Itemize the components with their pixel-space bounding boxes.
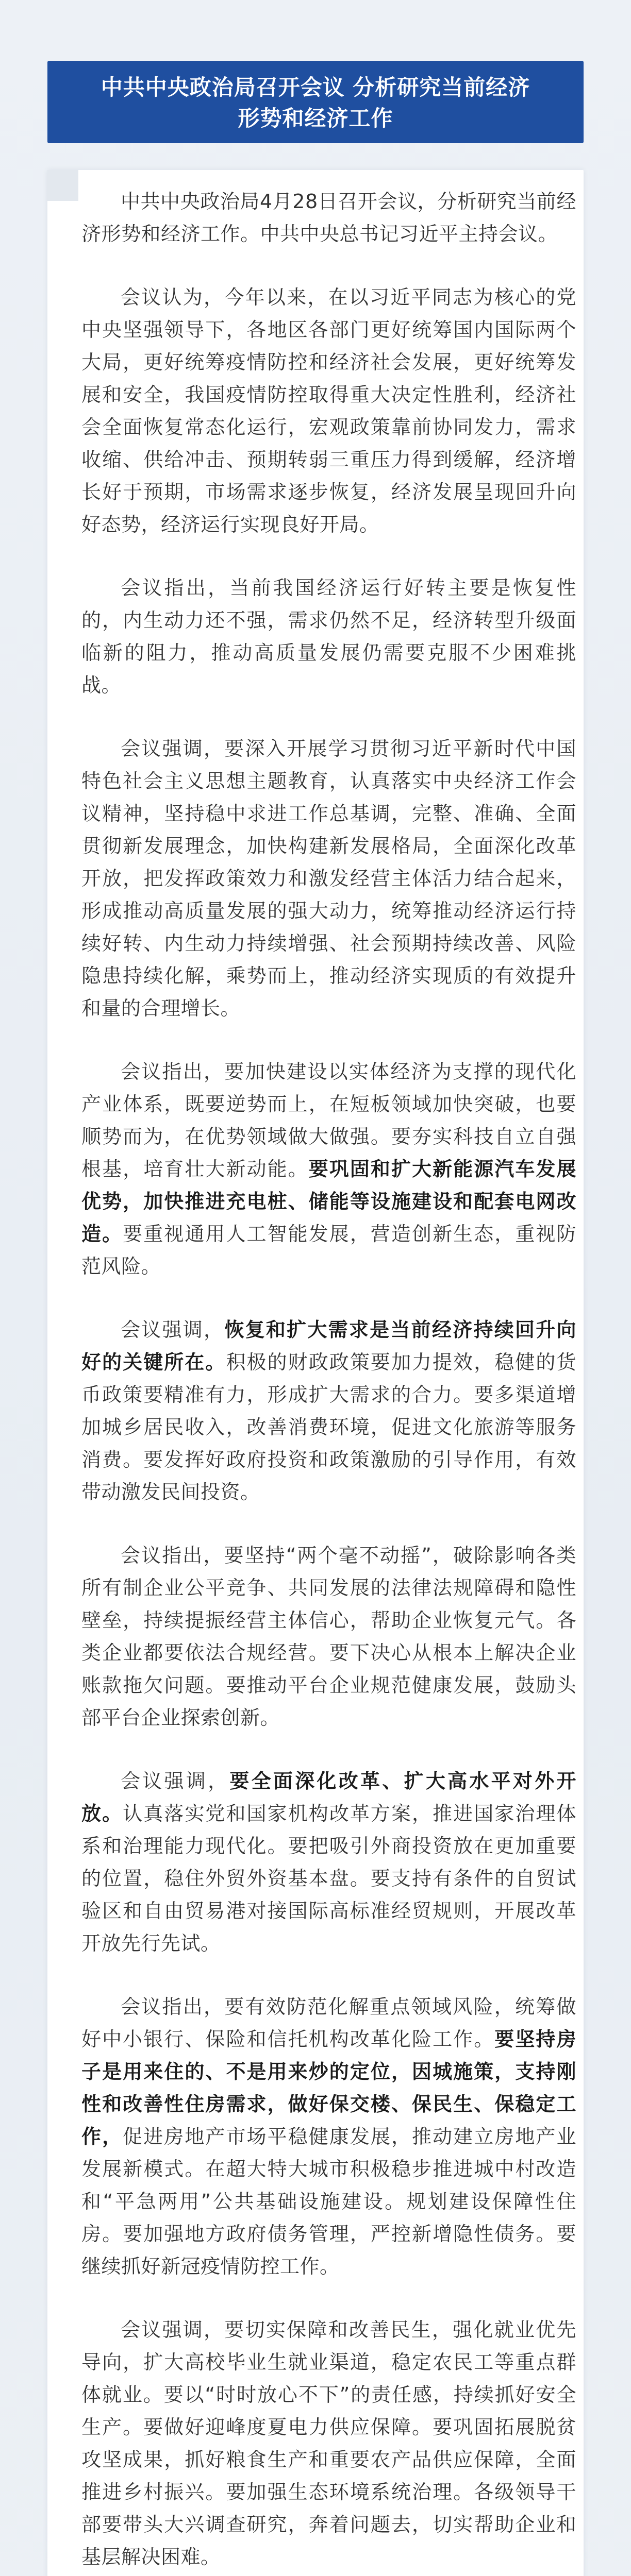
emphasis-text: 要全面深化改革、扩大高水平对外开放。	[81, 1770, 576, 1825]
paragraph-text: 会议强调，	[121, 1770, 230, 1792]
paragraph-text: 促进房地产市场平稳健康发展，推动建立房地产业发展新模式。在超大特大城市积极稳步推进城中村改造和“平急两用”公共基础设施建设。规划建设保障性住房。要加强地方政府债务管理，严控新增隐性债务。要继续抓好新冠疫情防控工作。	[81, 2125, 576, 2278]
emphasis-text: 恢复和扩大需求是当前经济持续回升向好的关键所在。	[81, 1318, 576, 1374]
article-paragraph	[81, 1056, 576, 1283]
emphasis-text: 要坚持房子是用来住的、不是用来炒的定位，因城施策，支持刚性和改善性住房需求，做好保交楼、保民生、保稳定工作，	[81, 2028, 576, 2148]
article-paragraph	[81, 1314, 576, 1509]
paragraph-text: 积极的财政政策要加力提效，稳健的货币政策要精准有力，形成扩大需求的合力。要多渠道增加城乡居民收入，改善消费环境，促进文化旅游等服务消费。要发挥好政府投资和政策激励的引导作用，有效带动激发民间投资。	[81, 1351, 576, 1503]
article-paragraph	[81, 733, 576, 1025]
paragraph-text: 会议指出，要加快建设以实体经济为支撑的现代化产业体系，既要逆势而上，在短板领域加快突破，也要顺势而为，在优势领域做大做强。要夯实科技自立自强根基，培育壮大新动能。	[81, 1060, 576, 1180]
paragraph-text: 会议指出，要有效防范化解重点领域风险，统筹做好中小银行、保险和信托机构改革化险工作。	[81, 1995, 576, 2050]
article-paragraph	[81, 1539, 576, 1734]
paragraph-text: 要重视通用人工智能发展，营造创新生态，重视防范风险。	[81, 1223, 576, 1278]
paragraph-text: 会议强调，要深入开展学习贯彻习近平新时代中国特色社会主义思想主题教育，认真落实中央经济工作会议精神，坚持稳中求进工作总基调，完整、准确、全面贯彻新发展理念，加快构建新发展格局，全面深化改革开放，把发挥政策效力和激发经营主体活力结合起来，形成推动高质量发展的强大动力，统筹推动经济运行持续好转、内生动力持续增强、社会预期持续改善、风险隐患持续化解，乘势而上，推动经济实现质的有效提升和量的合理增长。	[81, 737, 576, 1020]
paragraph-text: 会议强调，要切实保障和改善民生，强化就业优先导向，扩大高校毕业生就业渠道，稳定农民工等重点群体就业。要以“时时放心不下”的责任感，持续抓好安全生产。要做好迎峰度夏电力供应保障。要巩固拓展脱贫攻坚成果，抓好粮食生产和重要农产品供应保障，全面推进乡村振兴。要加强生态环境系统治理。各级领导干部要带头大兴调查研究，奔着问题去，切实帮助企业和基层解决困难。	[81, 2318, 576, 2568]
article-paragraph	[81, 281, 576, 541]
article-paragraph	[81, 2314, 576, 2573]
title-banner	[47, 61, 584, 143]
article-body	[81, 185, 576, 2576]
paragraph-text: 会议强调，	[121, 1318, 225, 1341]
article-paragraph	[81, 572, 576, 702]
article-paragraph	[81, 1765, 576, 1960]
article-paragraph	[81, 1991, 576, 2283]
article-title-line-2: 形势和经济工作	[238, 106, 393, 131]
paragraph-text: 认真落实党和国家机构改革方案，推进国家治理体系和治理能力现代化。要把吸引外商投资放在更加重要的位置，稳住外贸外资基本盘。要支持有条件的自贸试验区和自由贸易港对接国际高标准经贸规则，开展改革开放先行先试。	[81, 1802, 576, 1955]
paragraph-text: 中共中央政治局4月28日召开会议，分析研究当前经济形势和经济工作。中共中央总书记习近平主持会议。	[81, 190, 576, 245]
paragraph-text: 会议认为，今年以来，在以习近平同志为核心的党中央坚强领导下，各地区各部门更好统筹国内国际两个大局，更好统筹疫情防控和经济社会发展，更好统筹发展和安全，我国疫情防控取得重大决定性胜利，经济社会全面恢复常态化运行，宏观政策靠前协同发力，需求收缩、供给冲击、预期转弱三重压力得到缓解，经济增长好于预期，市场需求逐步恢复，经济发展呈现回升向好态势，经济运行实现良好开局。	[81, 286, 576, 536]
article-paragraph	[81, 185, 576, 250]
article-title-line-1: 中共中央政治局召开会议 分析研究当前经济	[101, 75, 530, 100]
emphasis-text: 要巩固和扩大新能源汽车发展优势，加快推进充电桩、储能等设施建设和配套电网改造。	[81, 1158, 576, 1245]
paragraph-text: 会议指出，要坚持“两个毫不动摇”，破除影响各类所有制企业公平竞争、共同发展的法律法规障碍和隐性壁垒，持续提振经营主体信心，帮助企业恢复元气。各类企业都要依法合规经营。要下决心从根本上解决企业账款拖欠问题。要推动平台企业规范健康发展，鼓励头部平台企业探索创新。	[81, 1544, 576, 1729]
paragraph-text: 会议指出，当前我国经济运行好转主要是恢复性的，内生动力还不强，需求仍然不足，经济转型升级面临新的阻力，推动高质量发展仍需要克服不少困难挑战。	[81, 577, 576, 697]
card-corner-decoration	[47, 170, 78, 201]
